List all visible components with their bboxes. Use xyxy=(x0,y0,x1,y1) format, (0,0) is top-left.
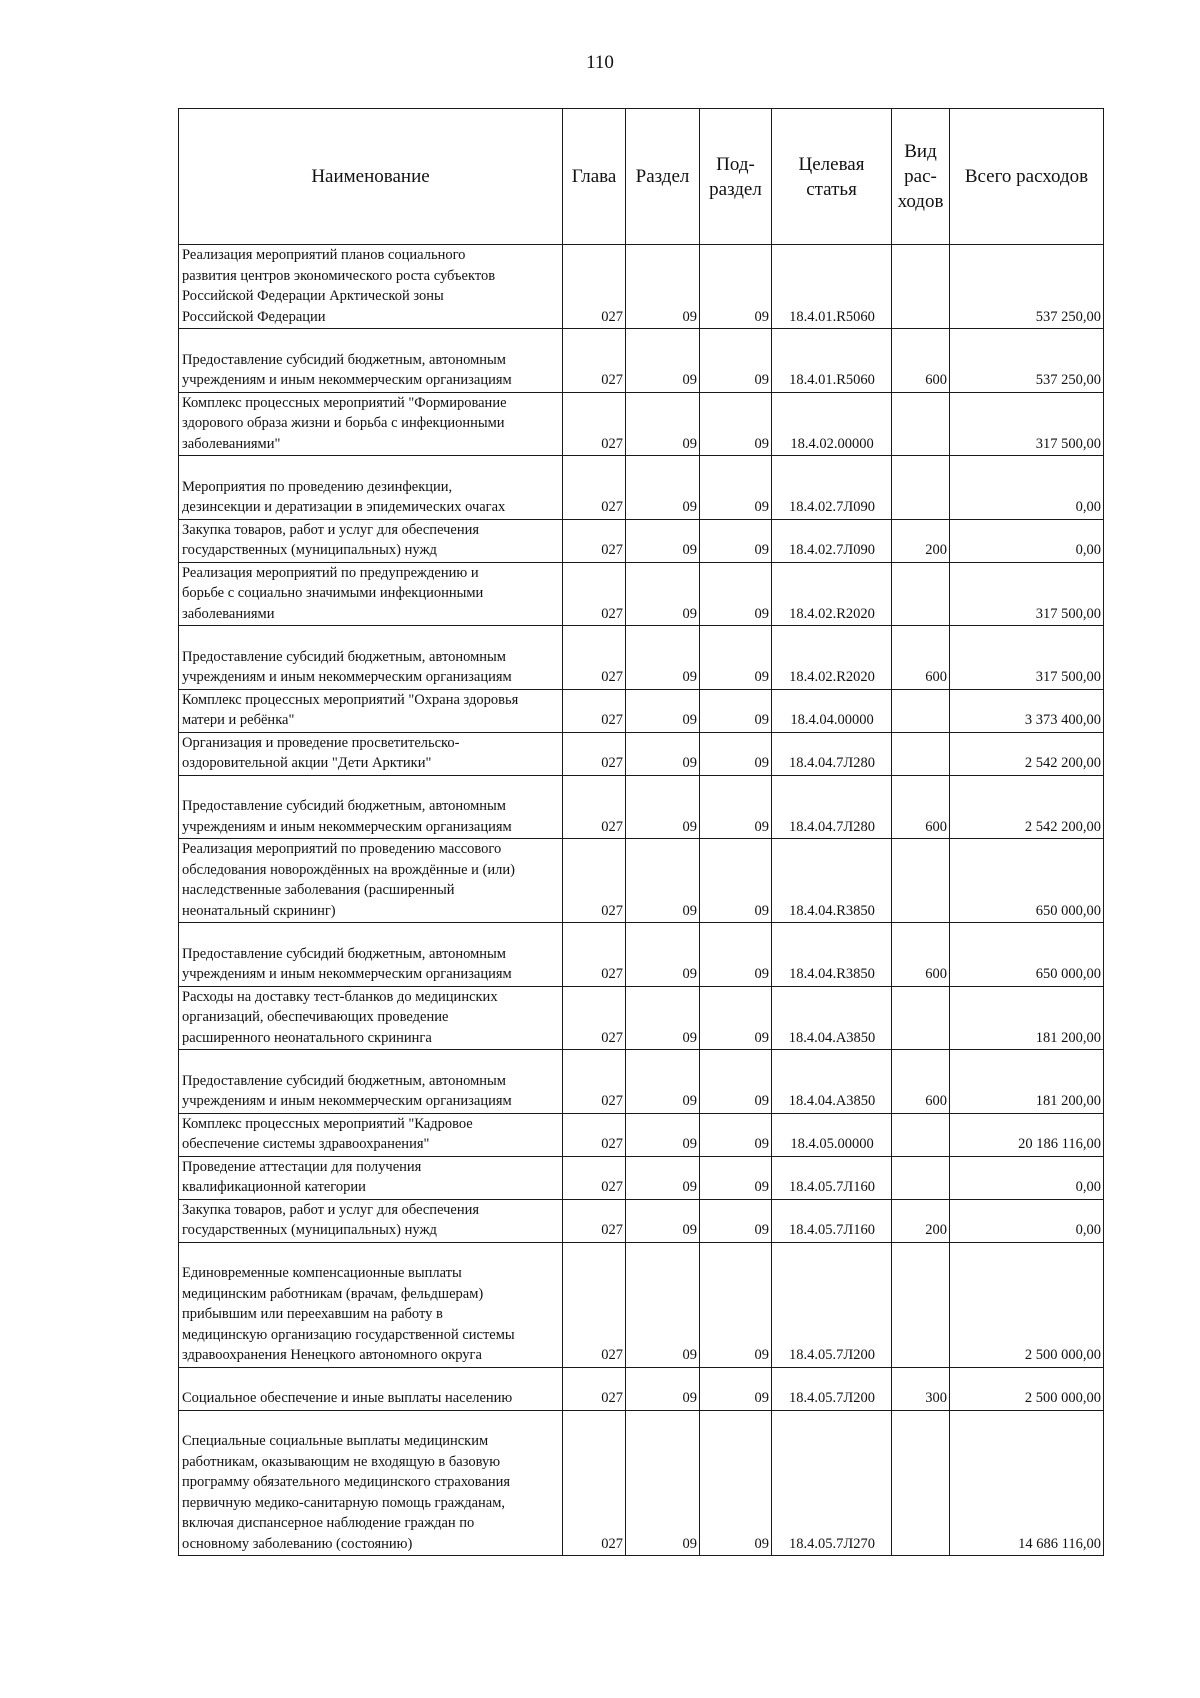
cell-name: Социальное обеспечение и иные выплаты населению xyxy=(179,1367,563,1410)
cell-chapter: 027 xyxy=(563,986,626,1050)
cell-name: Предоставление субсидий бюджетным, автономным учреждениям и иным некоммерческим организациям xyxy=(179,775,563,839)
cell-name: Реализация мероприятий по проведению массового обследования новорождённых на врождённые и (или) наследственные заболевания (расширенный неонатальный скрининг) xyxy=(179,839,563,923)
cell-name: Комплекс процессных мероприятий "Формирование здорового образа жизни и борьба с инфекционными заболеваниями" xyxy=(179,392,563,456)
cell-chapter: 027 xyxy=(563,519,626,562)
cell-expense-type: 300 xyxy=(892,1367,950,1410)
table-header-row xyxy=(179,109,1104,245)
cell-expense-type: 600 xyxy=(892,329,950,393)
cell-expense-type: 200 xyxy=(892,519,950,562)
budget-table xyxy=(178,108,1104,1556)
cell-chapter: 027 xyxy=(563,1113,626,1156)
cell-total: 537 250,00 xyxy=(950,245,1104,329)
header-expense-type: Вид рас- ходов xyxy=(892,109,950,245)
cell-subsection: 09 xyxy=(700,1242,772,1367)
cell-name: Мероприятия по проведению дезинфекции, дезинсекции и дератизации в эпидемических очагах xyxy=(179,456,563,520)
cell-expense-type xyxy=(892,1242,950,1367)
cell-subsection: 09 xyxy=(700,732,772,775)
cell-target: 18.4.04.A3850 xyxy=(772,986,892,1050)
cell-section: 09 xyxy=(626,1050,700,1114)
header-chapter: Глава xyxy=(563,109,626,245)
cell-section: 09 xyxy=(626,519,700,562)
cell-expense-type xyxy=(892,392,950,456)
cell-section: 09 xyxy=(626,775,700,839)
cell-target: 18.4.05.7Л270 xyxy=(772,1410,892,1556)
cell-name: Закупка товаров, работ и услуг для обеспечения государственных (муниципальных) нужд xyxy=(179,519,563,562)
cell-total: 537 250,00 xyxy=(950,329,1104,393)
cell-chapter: 027 xyxy=(563,1410,626,1556)
cell-section: 09 xyxy=(626,1199,700,1242)
table-row xyxy=(179,986,1104,1050)
cell-subsection: 09 xyxy=(700,689,772,732)
table-row xyxy=(179,1242,1104,1367)
cell-subsection: 09 xyxy=(700,519,772,562)
cell-section: 09 xyxy=(626,732,700,775)
table-row xyxy=(179,562,1104,626)
cell-total: 650 000,00 xyxy=(950,923,1104,987)
cell-subsection: 09 xyxy=(700,839,772,923)
cell-section: 09 xyxy=(626,245,700,329)
cell-section: 09 xyxy=(626,456,700,520)
cell-target: 18.4.02.00000 xyxy=(772,392,892,456)
cell-target: 18.4.02.7Л090 xyxy=(772,519,892,562)
cell-target: 18.4.02.R2020 xyxy=(772,562,892,626)
cell-total: 317 500,00 xyxy=(950,562,1104,626)
cell-name: Закупка товаров, работ и услуг для обеспечения государственных (муниципальных) нужд xyxy=(179,1199,563,1242)
table-row xyxy=(179,329,1104,393)
cell-expense-type: 600 xyxy=(892,923,950,987)
cell-name: Единовременные компенсационные выплаты медицинским работникам (врачам, фельдшерам) прибывшим или переехавшим на работу в медицинскую организацию государственной системы здравоохранения Ненецкого автономного округа xyxy=(179,1242,563,1367)
cell-target: 18.4.05.7Л160 xyxy=(772,1199,892,1242)
cell-chapter: 027 xyxy=(563,1367,626,1410)
cell-name: Комплекс процессных мероприятий "Охрана здоровья матери и ребёнка" xyxy=(179,689,563,732)
cell-chapter: 027 xyxy=(563,1242,626,1367)
cell-section: 09 xyxy=(626,1113,700,1156)
table-row xyxy=(179,923,1104,987)
table-row xyxy=(179,245,1104,329)
cell-section: 09 xyxy=(626,1410,700,1556)
cell-expense-type xyxy=(892,1410,950,1556)
cell-subsection: 09 xyxy=(700,1156,772,1199)
table-row xyxy=(179,1199,1104,1242)
cell-expense-type xyxy=(892,245,950,329)
cell-expense-type xyxy=(892,732,950,775)
cell-total: 0,00 xyxy=(950,1156,1104,1199)
table-row xyxy=(179,626,1104,690)
cell-target: 18.4.05.7Л200 xyxy=(772,1367,892,1410)
cell-total: 0,00 xyxy=(950,456,1104,520)
table-row xyxy=(179,839,1104,923)
cell-chapter: 027 xyxy=(563,456,626,520)
cell-chapter: 027 xyxy=(563,1050,626,1114)
cell-name: Комплекс процессных мероприятий "Кадровое обеспечение системы здравоохранения" xyxy=(179,1113,563,1156)
cell-total: 2 542 200,00 xyxy=(950,775,1104,839)
cell-expense-type xyxy=(892,1156,950,1199)
cell-section: 09 xyxy=(626,1242,700,1367)
cell-name: Реализация мероприятий планов социального развития центров экономического роста субъектов Российской Федерации Арктической зоны Российской Федерации xyxy=(179,245,563,329)
cell-subsection: 09 xyxy=(700,392,772,456)
cell-section: 09 xyxy=(626,329,700,393)
cell-target: 18.4.02.R2020 xyxy=(772,626,892,690)
cell-expense-type xyxy=(892,456,950,520)
table-row xyxy=(179,392,1104,456)
cell-chapter: 027 xyxy=(563,923,626,987)
cell-subsection: 09 xyxy=(700,923,772,987)
table-row xyxy=(179,1156,1104,1199)
header-section: Раздел xyxy=(626,109,700,245)
header-subsection: Под- раздел xyxy=(700,109,772,245)
cell-section: 09 xyxy=(626,562,700,626)
cell-target: 18.4.04.00000 xyxy=(772,689,892,732)
cell-expense-type xyxy=(892,839,950,923)
cell-name: Предоставление субсидий бюджетным, автономным учреждениям и иным некоммерческим организациям xyxy=(179,923,563,987)
cell-section: 09 xyxy=(626,626,700,690)
cell-target: 18.4.05.7Л160 xyxy=(772,1156,892,1199)
cell-target: 18.4.04.A3850 xyxy=(772,1050,892,1114)
cell-chapter: 027 xyxy=(563,245,626,329)
cell-name: Проведение аттестации для получения квалификационной категории xyxy=(179,1156,563,1199)
cell-expense-type xyxy=(892,1113,950,1156)
cell-total: 0,00 xyxy=(950,519,1104,562)
cell-chapter: 027 xyxy=(563,689,626,732)
cell-total: 181 200,00 xyxy=(950,1050,1104,1114)
header-target: Целевая статья xyxy=(772,109,892,245)
cell-target: 18.4.01.R5060 xyxy=(772,329,892,393)
cell-total: 20 186 116,00 xyxy=(950,1113,1104,1156)
cell-chapter: 027 xyxy=(563,1199,626,1242)
cell-expense-type: 200 xyxy=(892,1199,950,1242)
cell-name: Расходы на доставку тест-бланков до медицинских организаций, обеспечивающих проведение расширенного неонатального скрининга xyxy=(179,986,563,1050)
cell-total: 0,00 xyxy=(950,1199,1104,1242)
cell-chapter: 027 xyxy=(563,392,626,456)
cell-section: 09 xyxy=(626,392,700,456)
cell-total: 650 000,00 xyxy=(950,839,1104,923)
cell-expense-type xyxy=(892,562,950,626)
table-row xyxy=(179,775,1104,839)
header-total: Всего расходов xyxy=(950,109,1104,245)
cell-expense-type: 600 xyxy=(892,775,950,839)
cell-subsection: 09 xyxy=(700,562,772,626)
cell-expense-type xyxy=(892,689,950,732)
cell-section: 09 xyxy=(626,923,700,987)
table-row xyxy=(179,1113,1104,1156)
cell-total: 317 500,00 xyxy=(950,392,1104,456)
cell-section: 09 xyxy=(626,689,700,732)
table-row xyxy=(179,1050,1104,1114)
header-name: Наименование xyxy=(179,109,563,245)
table-body xyxy=(179,245,1104,1556)
cell-chapter: 027 xyxy=(563,562,626,626)
table-row xyxy=(179,732,1104,775)
cell-name: Реализация мероприятий по предупреждению и борьбе с социально значимыми инфекционными заболеваниями xyxy=(179,562,563,626)
cell-name: Предоставление субсидий бюджетным, автономным учреждениям и иным некоммерческим организациям xyxy=(179,1050,563,1114)
table-row xyxy=(179,456,1104,520)
cell-subsection: 09 xyxy=(700,329,772,393)
cell-target: 18.4.02.7Л090 xyxy=(772,456,892,520)
cell-section: 09 xyxy=(626,839,700,923)
cell-target: 18.4.04.7Л280 xyxy=(772,775,892,839)
table-row xyxy=(179,1410,1104,1556)
cell-subsection: 09 xyxy=(700,1113,772,1156)
cell-expense-type: 600 xyxy=(892,626,950,690)
cell-total: 2 500 000,00 xyxy=(950,1242,1104,1367)
cell-total: 317 500,00 xyxy=(950,626,1104,690)
cell-section: 09 xyxy=(626,1156,700,1199)
table-row xyxy=(179,1367,1104,1410)
cell-subsection: 09 xyxy=(700,1410,772,1556)
cell-target: 18.4.05.00000 xyxy=(772,1113,892,1156)
cell-subsection: 09 xyxy=(700,986,772,1050)
cell-chapter: 027 xyxy=(563,329,626,393)
cell-total: 181 200,00 xyxy=(950,986,1104,1050)
page-number: 110 xyxy=(586,52,614,73)
table-row xyxy=(179,689,1104,732)
cell-subsection: 09 xyxy=(700,1199,772,1242)
cell-name: Специальные социальные выплаты медицинским работникам, оказывающим не входящую в базовую программу обязательного медицинского страхования первичную медико-санитарную помощь гражданам, включая диспансерное наблюдение граждан по основному заболеванию (состоянию) xyxy=(179,1410,563,1556)
cell-total: 3 373 400,00 xyxy=(950,689,1104,732)
cell-target: 18.4.01.R5060 xyxy=(772,245,892,329)
cell-chapter: 027 xyxy=(563,732,626,775)
cell-name: Организация и проведение просветительско- оздоровительной акции "Дети Арктики" xyxy=(179,732,563,775)
cell-target: 18.4.04.R3850 xyxy=(772,839,892,923)
cell-total: 2 500 000,00 xyxy=(950,1367,1104,1410)
cell-subsection: 09 xyxy=(700,245,772,329)
cell-target: 18.4.05.7Л200 xyxy=(772,1242,892,1367)
cell-target: 18.4.04.7Л280 xyxy=(772,732,892,775)
cell-name: Предоставление субсидий бюджетным, автономным учреждениям и иным некоммерческим организациям xyxy=(179,329,563,393)
cell-chapter: 027 xyxy=(563,1156,626,1199)
cell-chapter: 027 xyxy=(563,839,626,923)
cell-subsection: 09 xyxy=(700,1050,772,1114)
cell-section: 09 xyxy=(626,1367,700,1410)
cell-subsection: 09 xyxy=(700,626,772,690)
cell-name: Предоставление субсидий бюджетным, автономным учреждениям и иным некоммерческим организациям xyxy=(179,626,563,690)
cell-subsection: 09 xyxy=(700,775,772,839)
cell-total: 2 542 200,00 xyxy=(950,732,1104,775)
cell-expense-type: 600 xyxy=(892,1050,950,1114)
table-row xyxy=(179,519,1104,562)
cell-chapter: 027 xyxy=(563,626,626,690)
cell-subsection: 09 xyxy=(700,456,772,520)
cell-total: 14 686 116,00 xyxy=(950,1410,1104,1556)
cell-expense-type xyxy=(892,986,950,1050)
cell-subsection: 09 xyxy=(700,1367,772,1410)
cell-section: 09 xyxy=(626,986,700,1050)
cell-chapter: 027 xyxy=(563,775,626,839)
cell-target: 18.4.04.R3850 xyxy=(772,923,892,987)
